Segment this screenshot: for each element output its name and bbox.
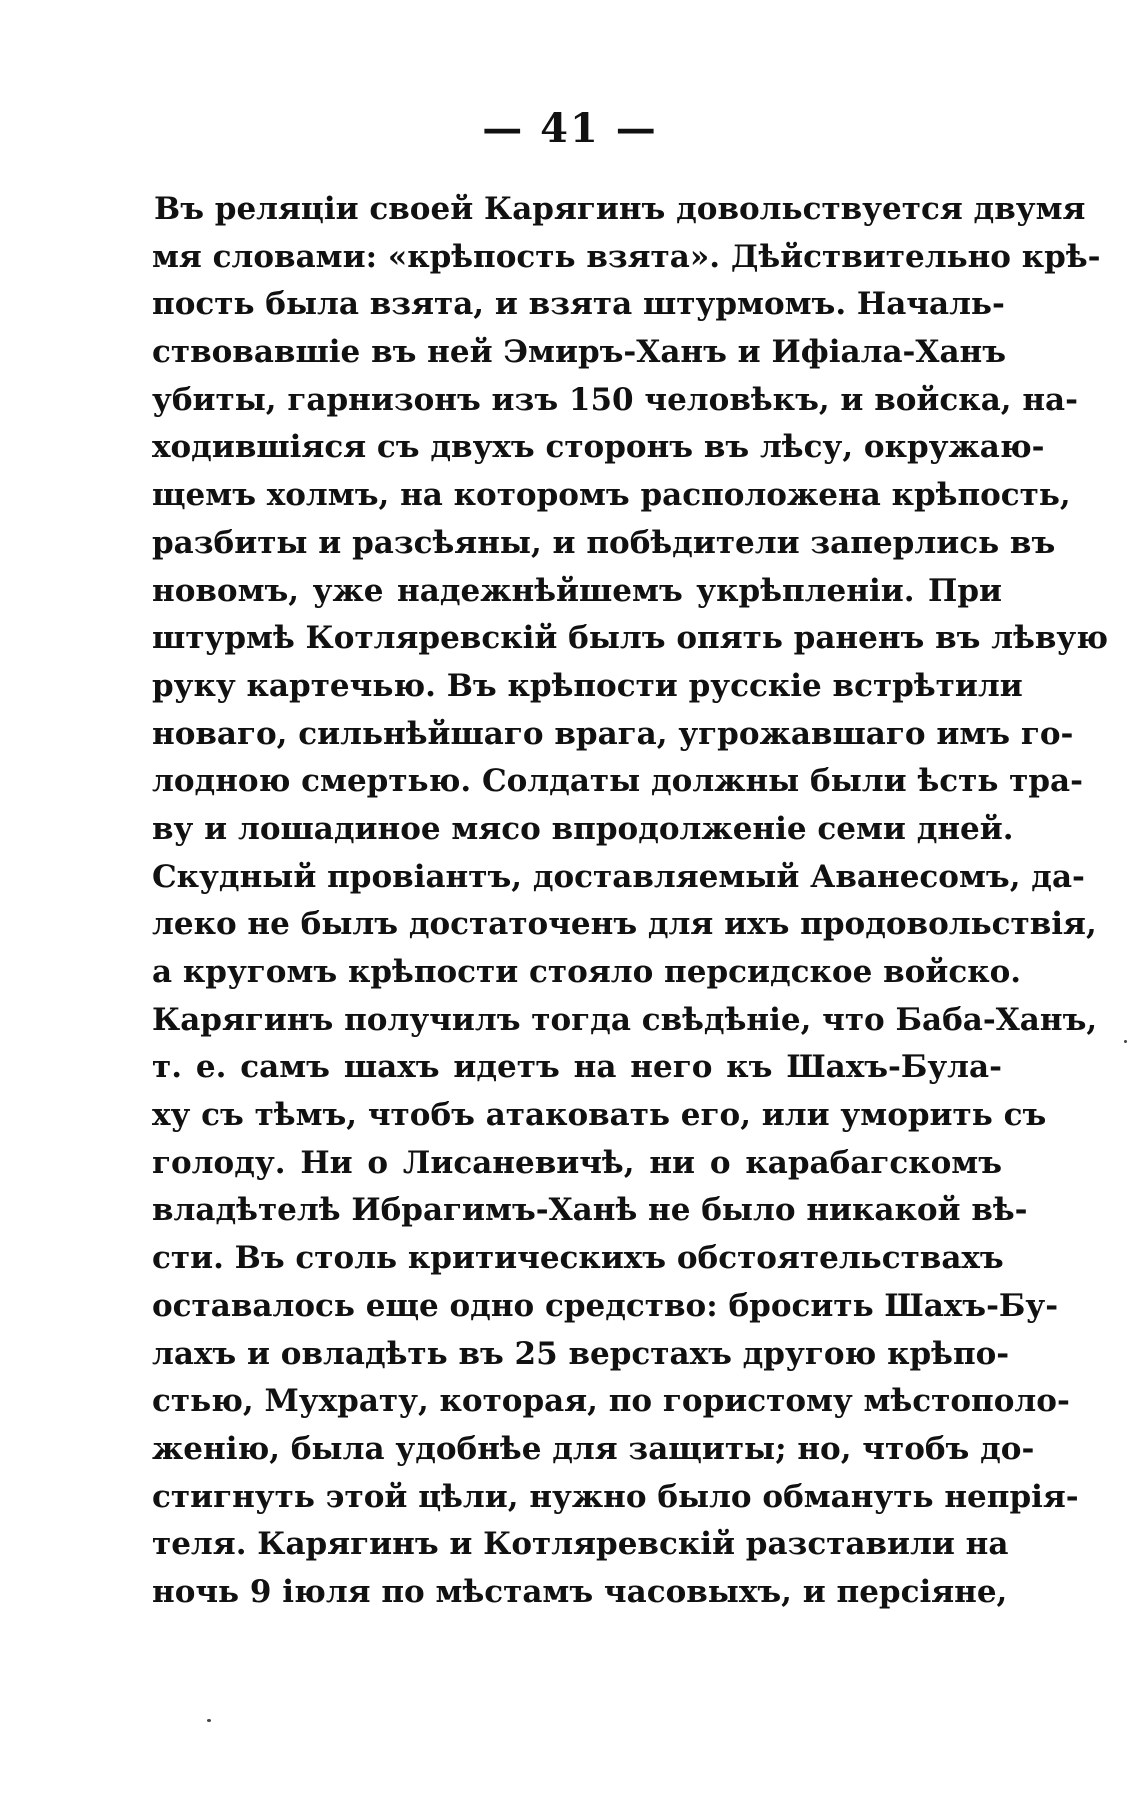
text-line: ночь 9 іюля по мѣстамъ часовыхъ, и персіяне,: [152, 1573, 1008, 1610]
text-line: убиты, гарнизонъ изъ 150 человѣкъ, и войска, на-: [152, 381, 1079, 418]
text-line: женію, была удобнѣе для защиты; но, чтобъ до-: [152, 1430, 1035, 1467]
text-line: владѣтелѣ Ибрагимъ-Ханѣ не было никакой вѣ-: [152, 1192, 1028, 1229]
text-line: щемъ холмъ, на которомъ расположена крѣпость,: [152, 477, 1071, 514]
text-line: т. е. самъ шахъ идетъ на него къ Шахъ-Була-: [152, 1049, 1002, 1086]
text-line: пость была взята, и взята штурмомъ. Началь-: [152, 286, 1005, 323]
text-line: стигнуть этой цѣли, нужно было обмануть непрія-: [152, 1478, 1079, 1515]
text-line: леко не былъ достаточенъ для ихъ продовольствія,: [152, 906, 1097, 943]
text-line: ву и лошадиное мясо впродолженіе семи дней.: [152, 810, 1014, 847]
text-line: а кругомъ крѣпости стояло персидское войско.: [152, 954, 1022, 990]
text-line: ствовавшіе въ ней Эмиръ-Ханъ и Ифіала-Ханъ: [152, 334, 1006, 371]
text-line: лахъ и овладѣть въ 25 верстахъ другою крѣпо-: [152, 1335, 1010, 1372]
text-line: Въ реляціи своей Карягинъ довольствуется двумя: [154, 191, 1086, 227]
text-line: разбиты и разсѣяны, и побѣдители заперлись въ: [152, 524, 1056, 561]
text-line: голоду. Ни о Лисаневичѣ, ни о карабагскомъ: [152, 1144, 1002, 1181]
page-number: — 41 —: [482, 105, 658, 152]
text-line: теля. Карягинъ и Котляревскій разставили на: [152, 1526, 1009, 1563]
text-line: лодною смертью. Солдаты должны были ѣсть тра-: [152, 763, 1083, 800]
text-line: оставалось еще одно средство: бросить Шахъ-Бу-: [152, 1287, 1059, 1324]
speck-mark: [1124, 1040, 1127, 1043]
text-line: Скудный провіантъ, доставляемый Аванесомъ, да-: [152, 858, 1085, 895]
text-line: стью, Мухрату, которая, по гористому мѣстополо-: [152, 1383, 1070, 1420]
text-line: новаго, сильнѣйшаго врага, угрожавшаго имъ го-: [152, 715, 1074, 752]
text-line: ху съ тѣмъ, чтобъ атаковать его, или уморить съ: [152, 1097, 1047, 1134]
text-line: руку картечью. Въ крѣпости русскіе встрѣтили: [152, 667, 1023, 704]
text-line: штурмѣ Котляревскій былъ опять раненъ въ лѣвую: [152, 620, 1109, 657]
text-line: сти. Въ столь критическихъ обстоятельствахъ: [152, 1240, 1004, 1277]
body-text: [152, 186, 1109, 1617]
text-line: мя словами: «крѣпость взята». Дѣйствительно крѣ-: [152, 238, 1101, 275]
text-line: ходившіяся съ двухъ сторонъ въ лѣсу, окружаю-: [152, 429, 1045, 466]
text-line: Карягинъ получилъ тогда свѣдѣніе, что Баба-Ханъ,: [152, 1001, 1098, 1038]
speck-mark: [207, 1719, 211, 1722]
text-line: новомъ, уже надежнѣйшемъ укрѣпленіи. При: [152, 572, 1002, 609]
